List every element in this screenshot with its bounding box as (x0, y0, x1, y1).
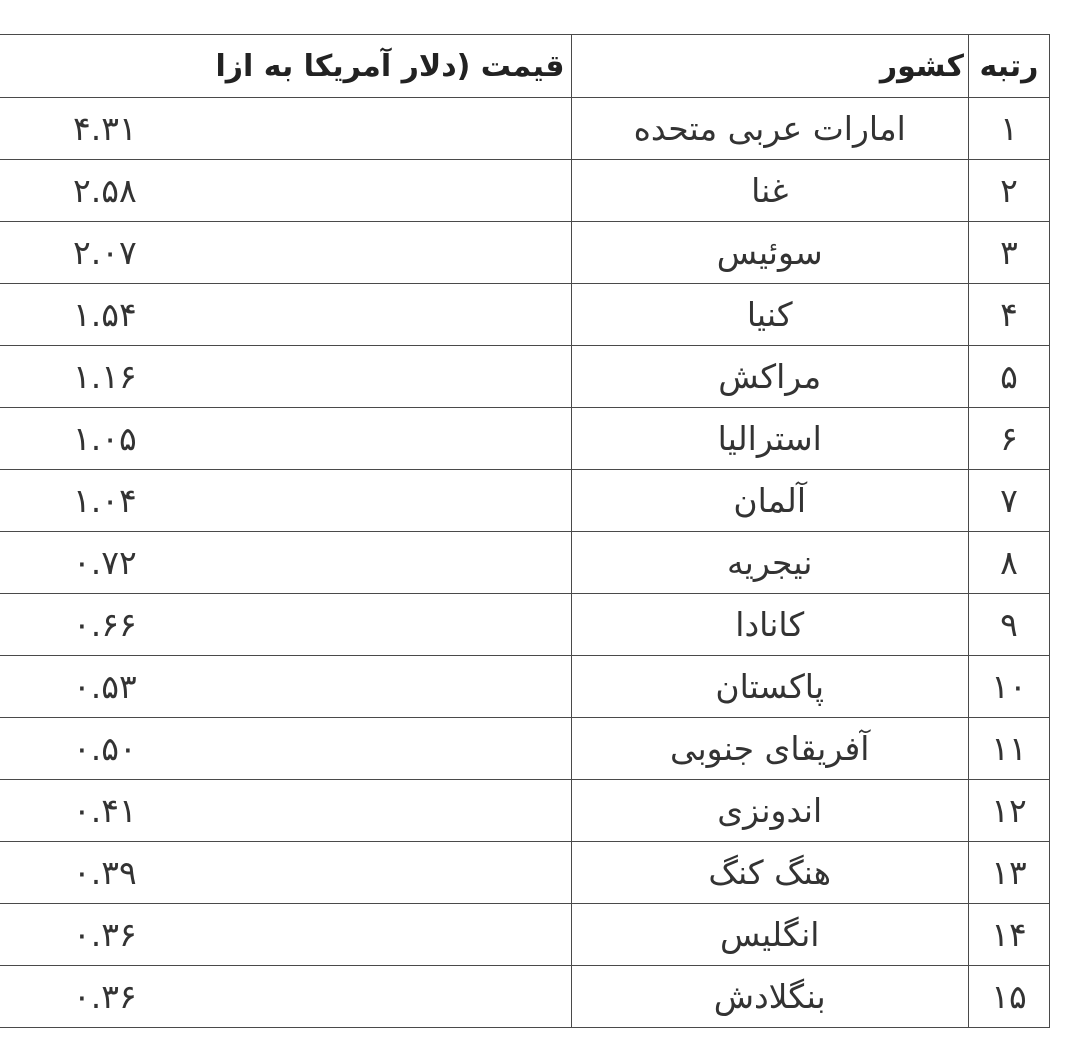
cell-rank: ۱۲ (968, 780, 1049, 842)
table-row (0, 842, 1050, 904)
price-ranking-table (0, 34, 1050, 1028)
table-row (0, 904, 1050, 966)
cell-rank: ۴ (968, 284, 1049, 346)
table-body (0, 35, 1050, 1028)
table-row (0, 532, 1050, 594)
cell-country: کنیا (571, 284, 968, 346)
cell-country: سوئیس (571, 222, 968, 284)
table-row (0, 966, 1050, 1028)
table-row (0, 284, 1050, 346)
table-row (0, 470, 1050, 532)
cell-price: ۰.۵۳ (0, 656, 571, 718)
cell-rank: ۸ (968, 532, 1049, 594)
cell-price: ۰.۳۶ (0, 966, 571, 1028)
cell-country: غنا (571, 160, 968, 222)
cell-country: هنگ کنگ (571, 842, 968, 904)
cell-country: کانادا (571, 594, 968, 656)
cell-rank: ۱۱ (968, 718, 1049, 780)
cell-country: اندونزی (571, 780, 968, 842)
cell-price: ۱.۱۶ (0, 346, 571, 408)
table-row (0, 408, 1050, 470)
cell-price: ۰.۴۱ (0, 780, 571, 842)
cell-country: پاکستان (571, 656, 968, 718)
cell-rank: ۶ (968, 408, 1049, 470)
table-row (0, 222, 1050, 284)
cell-country: انگلیس (571, 904, 968, 966)
cell-country: بنگلادش (571, 966, 968, 1028)
header-rank: رتبه (968, 35, 1049, 98)
table-row (0, 346, 1050, 408)
cell-price: ۰.۶۶ (0, 594, 571, 656)
table-row (0, 718, 1050, 780)
cell-country: امارات عربی متحده (571, 98, 968, 160)
cell-rank: ۱۳ (968, 842, 1049, 904)
cell-price: ۱.۰۴ (0, 470, 571, 532)
header-country: کشور (571, 35, 968, 98)
cell-rank: ۷ (968, 470, 1049, 532)
cell-rank: ۳ (968, 222, 1049, 284)
cell-price: ۲.۵۸ (0, 160, 571, 222)
cell-country: مراکش (571, 346, 968, 408)
table-header-row (0, 35, 1050, 98)
cell-price: ۰.۳۹ (0, 842, 571, 904)
header-price: قیمت (دلار آمریکا به ازا (0, 35, 571, 98)
cell-price: ۰.۷۲ (0, 532, 571, 594)
cell-price: ۰.۵۰ (0, 718, 571, 780)
cell-rank: ۱۴ (968, 904, 1049, 966)
cell-country: نیجریه (571, 532, 968, 594)
table-row (0, 160, 1050, 222)
cell-rank: ۲ (968, 160, 1049, 222)
cell-rank: ۵ (968, 346, 1049, 408)
table-row (0, 780, 1050, 842)
table-row (0, 594, 1050, 656)
cell-rank: ۱۰ (968, 656, 1049, 718)
table-row (0, 98, 1050, 160)
cell-price: ۱.۵۴ (0, 284, 571, 346)
cell-rank: ۹ (968, 594, 1049, 656)
cell-rank: ۱۵ (968, 966, 1049, 1028)
cell-price: ۲.۰۷ (0, 222, 571, 284)
cell-country: استرالیا (571, 408, 968, 470)
cell-price: ۱.۰۵ (0, 408, 571, 470)
cell-country: آفریقای جنوبی (571, 718, 968, 780)
cell-country: آلمان (571, 470, 968, 532)
cell-price: ۰.۳۶ (0, 904, 571, 966)
table-row (0, 656, 1050, 718)
cell-price: ۴.۳۱ (0, 98, 571, 160)
cell-rank: ۱ (968, 98, 1049, 160)
